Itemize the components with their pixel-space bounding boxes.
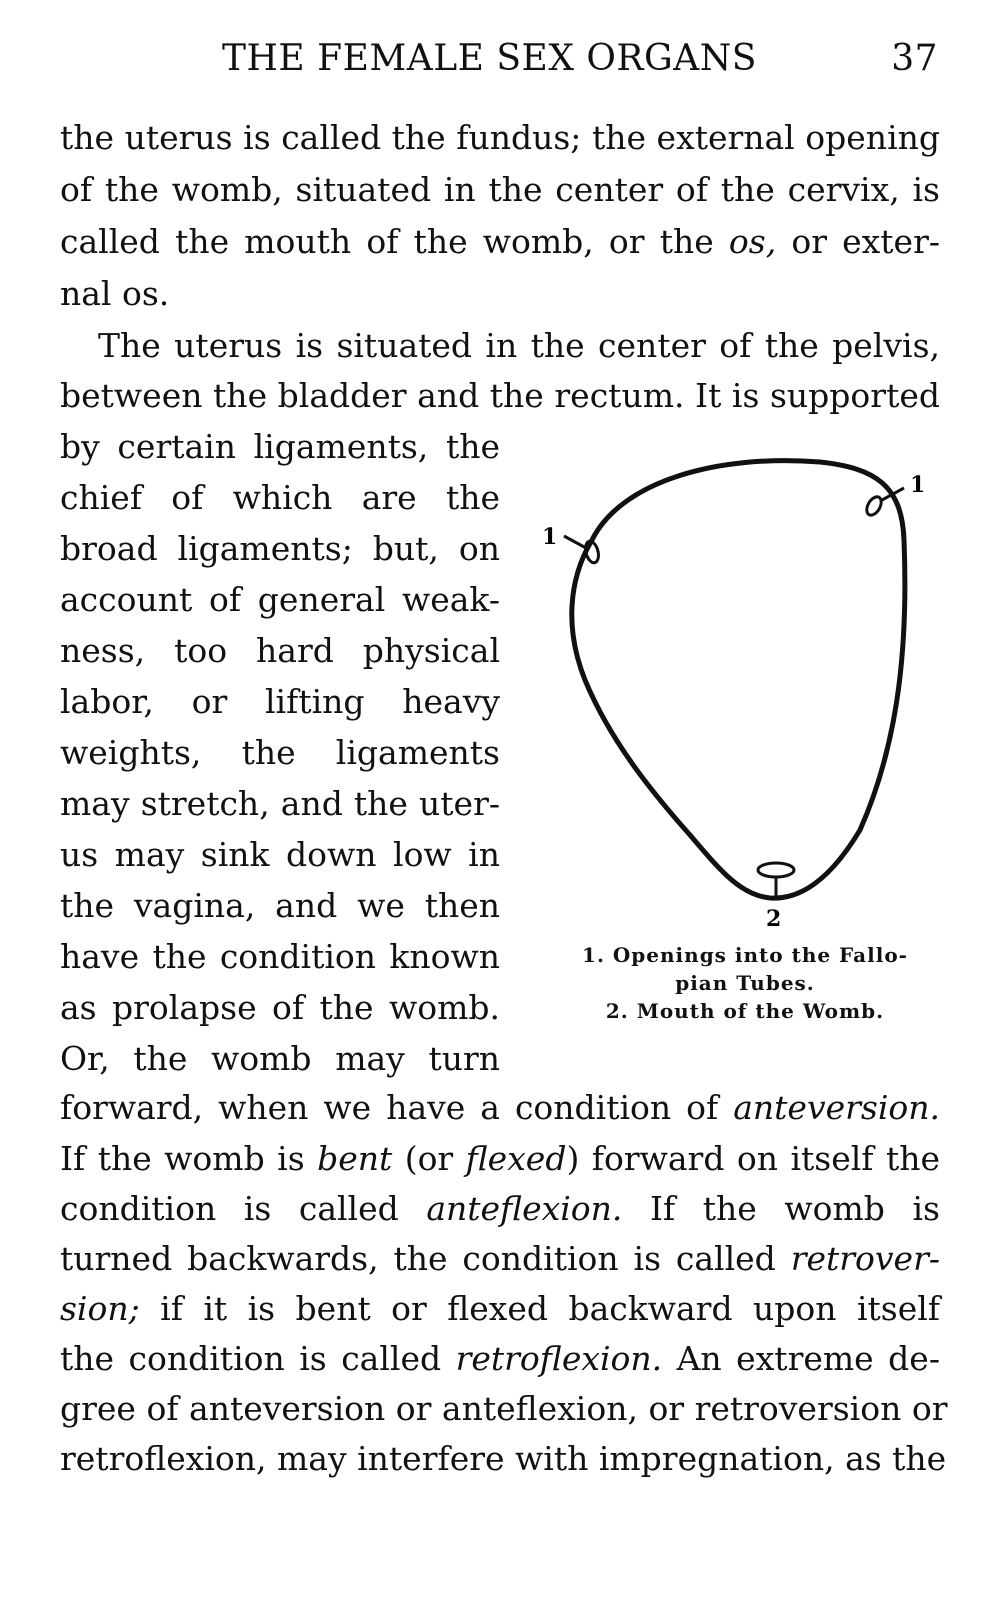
text-line: The uterus is situated in the center of the pelvis, <box>98 326 940 365</box>
figure-caption-line: 2. Mouth of the Womb. <box>605 999 885 1023</box>
text-line: as prolapse of the womb. <box>60 988 500 1027</box>
label-1-left: 1 <box>542 524 558 550</box>
text-line: Or, the womb may turn <box>60 1039 500 1078</box>
text-line: retroflexion, may interfere with impregnation, as the <box>60 1439 947 1478</box>
uterus-diagram <box>530 440 970 960</box>
text-line: chief of which are the <box>60 478 500 517</box>
text-line: turned backwards, the condition is called retrover- <box>60 1239 940 1278</box>
text-line: If the womb is bent (or flexed) forward on itself the <box>60 1139 940 1178</box>
uterus-outline-drawing <box>530 440 970 960</box>
text-line: gree of anteversion or anteflexion, or retroversion or <box>60 1389 948 1428</box>
text-line: of the womb, situated in the center of the cervix, is <box>60 170 940 209</box>
text-line: forward, when we have a condition of anteversion. <box>60 1088 940 1127</box>
text-line: by certain ligaments, the <box>60 427 500 466</box>
chapter-title: THE FEMALE SEX ORGANS <box>222 38 757 79</box>
figure-caption-line: 1. Openings into the Fallo- <box>582 943 908 967</box>
text-line: have the condition known <box>60 937 500 976</box>
figure-caption-line: pian Tubes. <box>675 971 815 995</box>
page-number: 37 <box>891 38 938 79</box>
text-line: between the bladder and the rectum. It is supported <box>60 376 940 415</box>
text-line: nal os. <box>60 274 170 313</box>
text-line: the uterus is called the fundus; the external opening <box>60 118 940 157</box>
text-line: the condition is called retroflexion. An extreme de- <box>60 1339 940 1378</box>
label-1-right: 1 <box>910 472 926 498</box>
text-line: account of general weak- <box>60 580 500 619</box>
label-2: 2 <box>766 906 782 932</box>
text-line: labor, or lifting heavy <box>60 682 500 721</box>
text-line: the vagina, and we then <box>60 886 500 925</box>
text-line: sion; if it is bent or flexed backward upon itself <box>60 1289 940 1328</box>
text-line: ness, too hard physical <box>60 631 500 670</box>
text-line: weights, the ligaments <box>60 733 500 772</box>
text-line: broad ligaments; but, on <box>60 529 500 568</box>
text-line: us may sink down low in <box>60 835 500 874</box>
running-head <box>62 38 938 84</box>
text-line: condition is called anteflexion. If the womb is <box>60 1189 940 1228</box>
text-line: may stretch, and the uter- <box>60 784 500 823</box>
text-line: called the mouth of the womb, or the os, or exter- <box>60 222 940 261</box>
